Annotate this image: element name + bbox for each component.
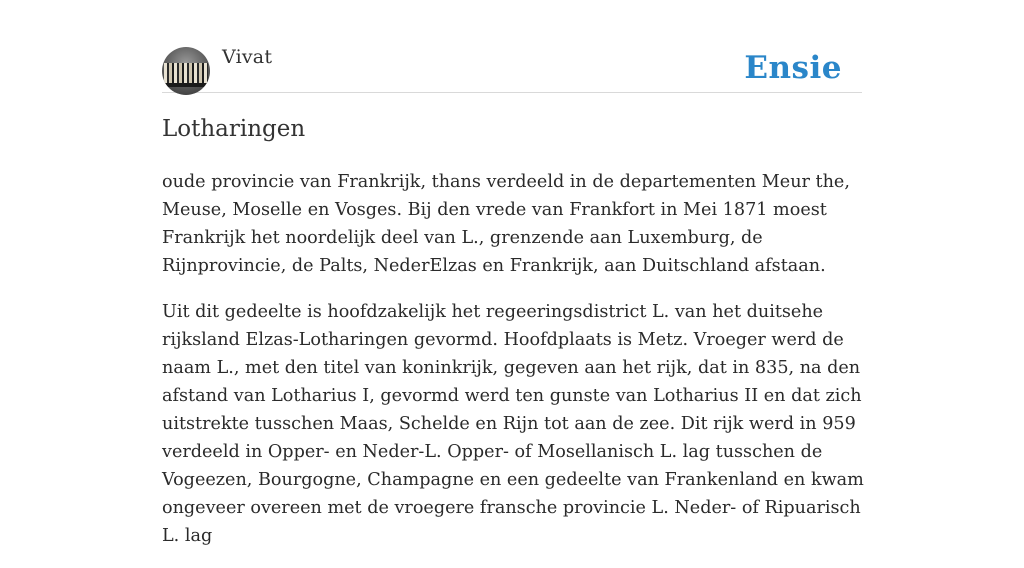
article-title: Lotharingen [162, 116, 306, 142]
article-body [162, 168, 864, 568]
paragraph: Uit dit gedeelte is hoofdzakelijk het regeeringsdistrict L. van het duitsehe rijksland Elzas-Lotharingen gevormd. Hoofdplaats is Metz. Vroeger werd de naam L., met den titel van koninkrijk, gegeven aan het rijk, dat in 835, na den afstand van Lotharius I, gevormd werd ten gunste van Lotharius II en dat zich uitstrekte tusschen Maas, Schelde en Rijn tot aan de zee. Dit rijk werd in 959 verdeeld in Opper- en Neder-L. Opper- of Mosellanisch L. lag tusschen de Vogeezen, Bourgogne, Champagne en een gedeelte van Frankenland en kwam ongeveer overeen met de vroegere fransche provincie L. Neder- of Ripuarisch L. lag [162, 302, 864, 546]
paragraph: oude provincie van Frankrijk, thans verdeeld in de departementen Meur the, Meuse, Moselle en Vosges. Bij den vrede van Frankfort in Mei 1871 moest Frankrijk het noordelijk deel van L., grenzende aan Luxemburg, de Rijnprovincie, de Palts, NederElzas en Frankrijk, aan Duitschland afstaan. [162, 172, 850, 276]
author-name[interactable]: Vivat [222, 46, 273, 68]
shelf-line [162, 83, 210, 87]
author-avatar[interactable] [162, 47, 210, 95]
header [162, 0, 862, 93]
brand-logo[interactable]: Ensie [744, 50, 842, 86]
bookshelf-image [164, 63, 208, 85]
page [162, 0, 864, 546]
